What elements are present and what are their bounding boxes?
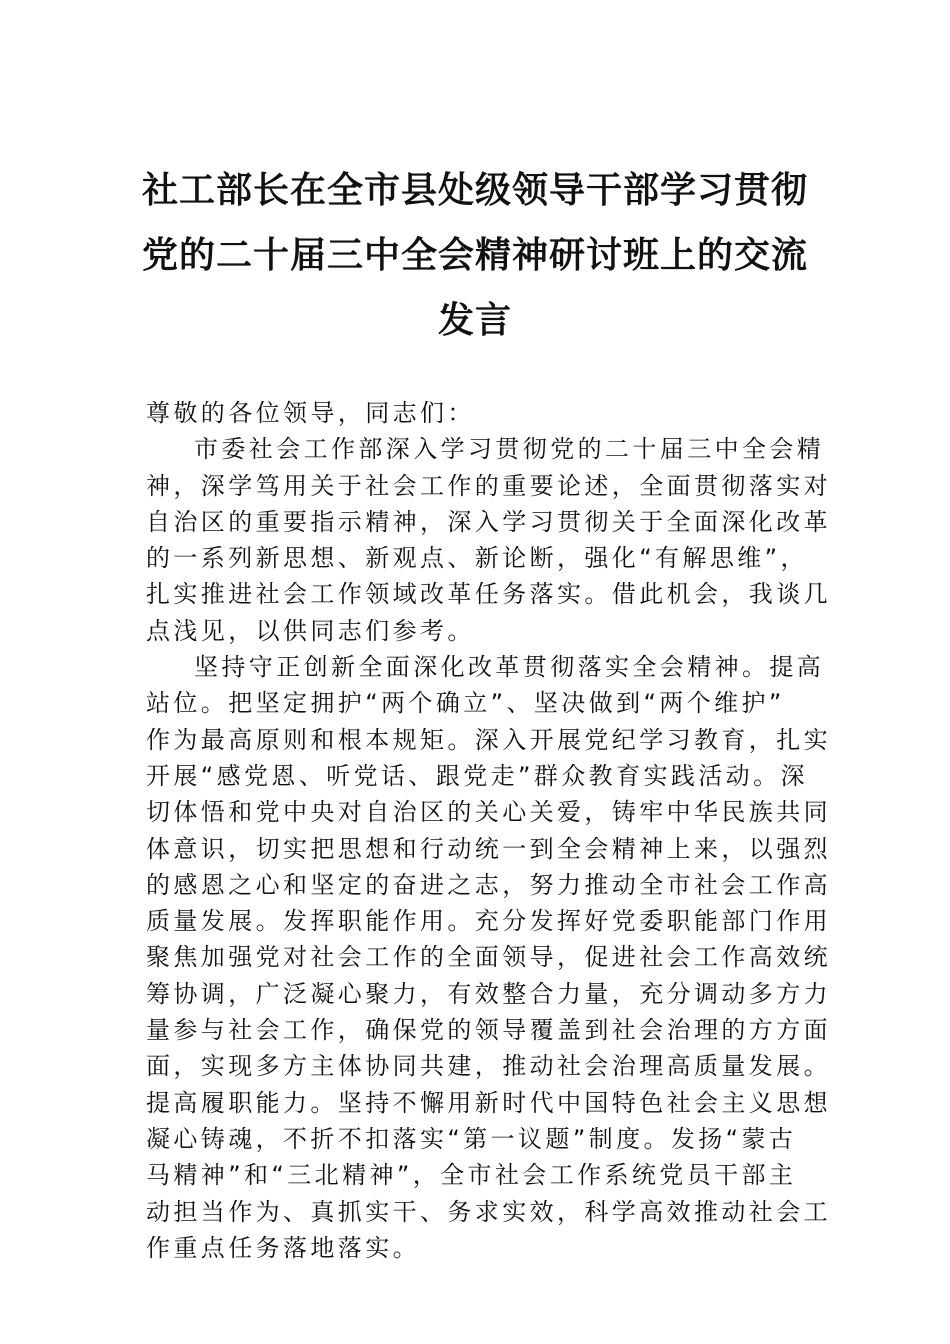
text-line: 面，实现多方主体协同共建，推动社会治理高质量发展。 [146,1052,831,1081]
document-body [146,395,831,1266]
text-line: 站位。把坚定拥护“两个确立”、坚决做到“两个维护” [146,689,785,718]
text-line: 作为最高原则和根本规矩。深入开展党纪学习教育，扎实 [146,725,831,754]
text-line: 开展“感党恩、听党话、跟党走”群众教育实践活动。深 [146,761,808,790]
text-line: 市委社会工作部深入学习贯彻党的二十届三中全会精 [194,435,825,464]
title-line: 社工部长在全市县处级领导干部学习贯彻 [141,169,808,211]
text-line: 体意识，切实把思想和行动统一到全会精神上来，以强烈 [146,834,831,863]
text-line: 的一系列新思想、新观点、新论断，强化“有解思维”， [146,544,808,573]
paragraph-intro [146,431,831,649]
text-line: 动担当作为、真抓实干、务求实效，科学高效推动社会工 [146,1197,831,1226]
text-line: 作重点任务落地落实。 [146,1233,420,1262]
title-line: 党的二十届三中全会精神研讨班上的交流 [141,234,808,276]
text-line: 筹协调，广泛凝心聚力，有效整合力量，充分调动多方力 [146,979,831,1008]
text-line: 切体悟和党中央对自治区的关心关爱，铸牢中华民族共同 [146,798,831,827]
text-line: 聚焦加强党对社会工作的全面领导，促进社会工作高效统 [146,943,831,972]
text-line: 量参与社会工作，确保党的领导覆盖到社会治理的方方面 [146,1016,831,1045]
document-title [140,158,810,353]
text-line: 马精神”和“三北精神”，全市社会工作系统党员干部主 [146,1161,797,1190]
text-line: 的感恩之心和坚定的奋进之志，努力推动全市社会工作高 [146,870,831,899]
text-line: 提高履职能力。坚持不懈用新时代中国特色社会主义思想 [146,1088,831,1117]
salutation: 尊敬的各位领导，同志们： [146,399,475,427]
paragraph-main [146,649,831,1266]
text-line: 点浅见，以供同志们参考。 [146,616,475,645]
text-line: 凝心铸魂，不折不扣落实“第一议题”制度。发扬“蒙古 [146,1124,797,1153]
text-line: 坚持守正创新全面深化改革贯彻落实全会精神。提高 [194,653,825,682]
title-line: 发言 [437,299,512,341]
text-line: 扎实推进社会工作领域改革任务落实。借此机会，我谈几 [146,580,831,609]
text-line: 神，深学笃用关于社会工作的重要论述，全面贯彻落实对 [146,471,831,500]
text-line: 自治区的重要指示精神，深入学习贯彻关于全面深化改革 [146,507,831,536]
text-line: 质量发展。发挥职能作用。充分发挥好党委职能部门作用 [146,907,831,936]
